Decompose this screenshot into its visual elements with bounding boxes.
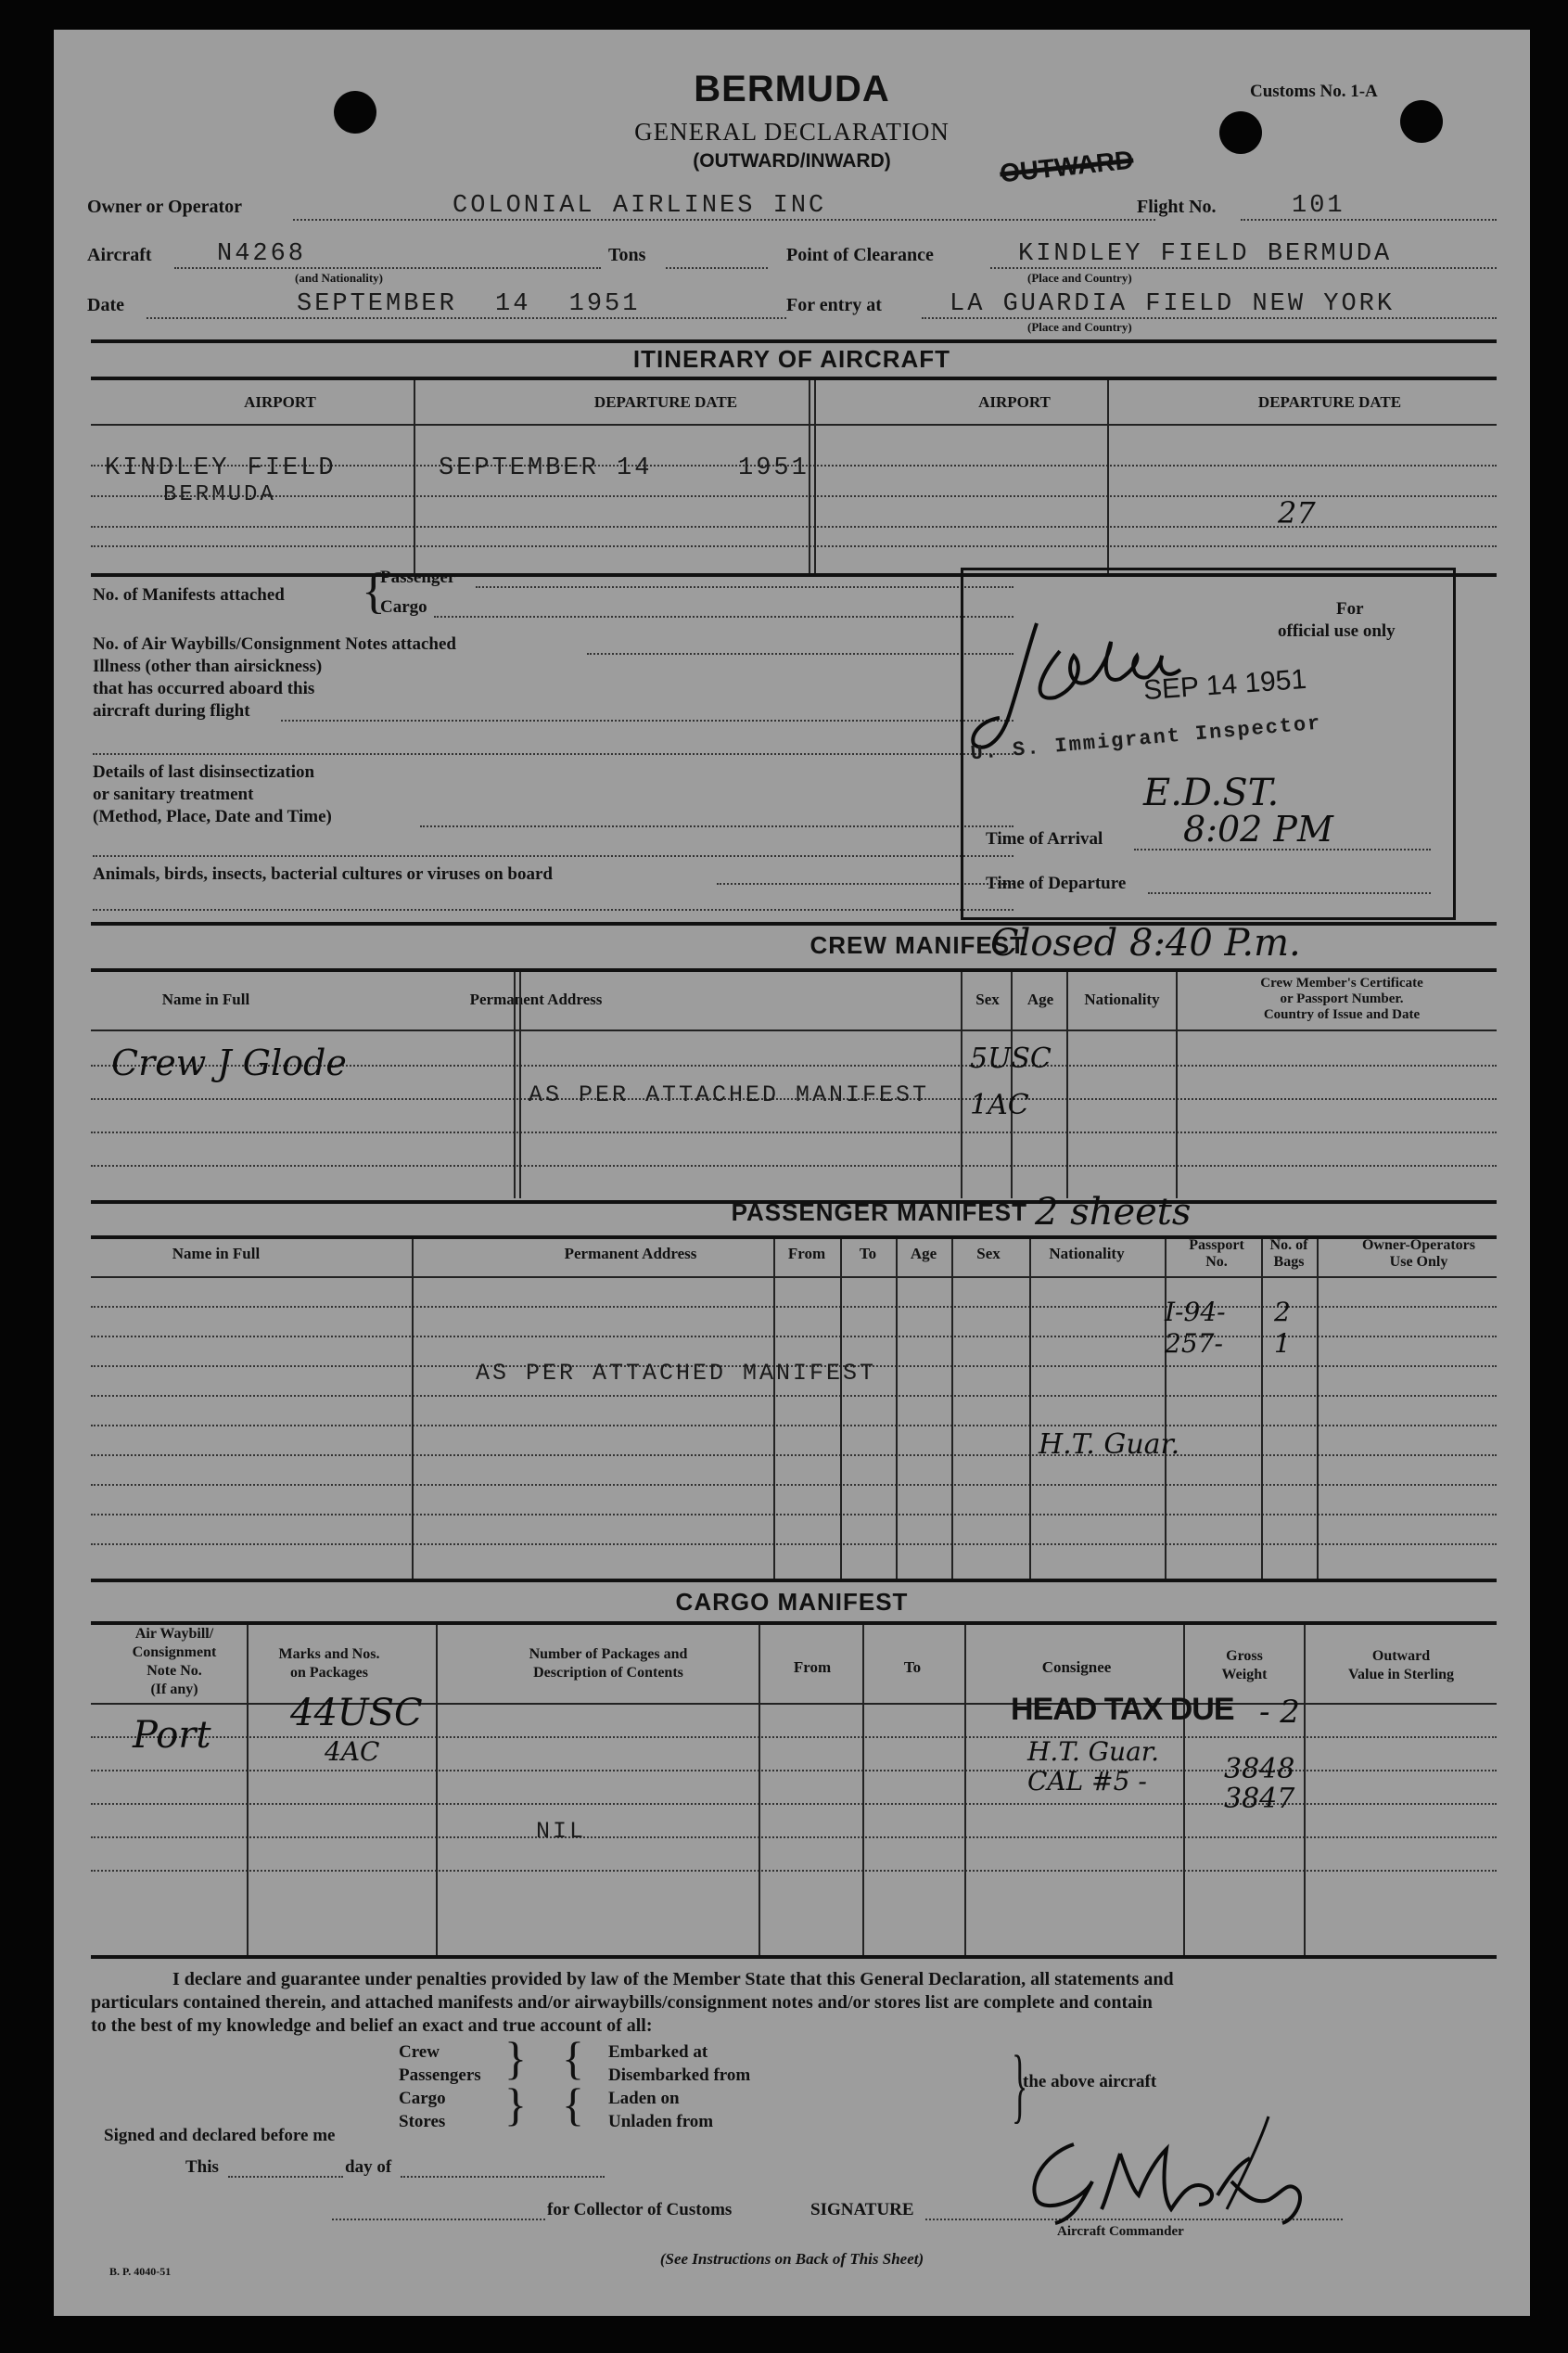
this-label: This [185, 2157, 219, 2177]
departure-time-label: Time of Departure [986, 874, 1127, 893]
rule [93, 909, 1013, 911]
rule [519, 972, 521, 1198]
cargo-col-waybill [91, 1625, 258, 1699]
customs-number: Customs No. 1-A [1250, 82, 1378, 101]
subject-cargo: Cargo [399, 2089, 446, 2108]
rule [91, 1165, 1497, 1167]
subject-crew: Crew [399, 2042, 440, 2062]
itinerary-airport-line1: KINDLEY FIELD [105, 454, 337, 482]
itinerary-col-airport-2: AIRPORT [978, 393, 1051, 411]
passenger-col-owner-line1: Owner-Operators [1361, 1237, 1476, 1253]
nationality-note: (and Nationality) [295, 271, 383, 285]
official-hand-code: E.D.ST. [1143, 772, 1280, 814]
crew-col-name: Name in Full [161, 991, 250, 1008]
rule [91, 1514, 1497, 1515]
crew-typed-address: AS PER ATTACHED MANIFEST [529, 1081, 930, 1108]
rule [814, 380, 816, 573]
waybills-label: No. of Air Waybills/Consignment Notes attached [93, 634, 456, 654]
owner-label: Owner or Operator [87, 197, 243, 217]
cargo-col-waybill-line4: (If any) [150, 1682, 198, 1697]
rule [862, 1625, 864, 1955]
form-subtitle: (OUTWARD/INWARD) [693, 150, 891, 172]
signature-label: SIGNATURE [810, 2200, 914, 2219]
itinerary-airport-line2: BERMUDA [163, 482, 276, 507]
cargo-head-tax-stamp: HEAD TAX DUE [1011, 1692, 1234, 1727]
cargo-col-packages-line1: Number of Packages and [529, 1646, 688, 1662]
cargo-col-waybill-line1: Air Waybill/ [134, 1626, 214, 1642]
rule [1066, 972, 1068, 1198]
disinsect-line1: Details of last disinsectization [93, 762, 315, 782]
declaration-actions [608, 2040, 750, 2133]
cargo-hand-consignee-3: CAL #5 - [1027, 1766, 1147, 1797]
rule [91, 1579, 1497, 1582]
day-of-label: day of [345, 2157, 392, 2177]
commander-label: Aircraft Commander [1057, 2224, 1184, 2239]
passenger-hand-bags-2: 1 [1274, 1328, 1291, 1359]
action-unladen: Unladen from [608, 2112, 714, 2131]
passenger-hand-passport-2: 257- [1165, 1328, 1223, 1359]
cargo-hand-weight-1: 3848 [1224, 1753, 1295, 1785]
cargo-col-weight-line2: Weight [1221, 1667, 1268, 1682]
rule [91, 545, 1497, 547]
brace: } [504, 2078, 527, 2130]
rule [91, 1454, 1497, 1456]
rule [91, 1276, 1497, 1278]
passenger-hand-note: 2 sheets [1035, 1191, 1192, 1234]
entry-value: LA GUARDIA FIELD NEW YORK [950, 290, 1396, 318]
passenger-hand-initials: H.T. Guar. [1039, 1428, 1180, 1461]
cargo-col-packages [488, 1645, 729, 1682]
subject-passengers: Passengers [399, 2065, 481, 2085]
crew-col-nationality: Nationality [1084, 991, 1160, 1008]
rule [247, 1625, 249, 1955]
brace: { [362, 563, 386, 619]
action-laden: Laden on [608, 2089, 680, 2108]
flight-value: 101 [1292, 192, 1345, 220]
rule [91, 1132, 1497, 1133]
rule [91, 1736, 1497, 1738]
passenger-col-passport-line2: No. [1205, 1254, 1228, 1270]
declaration-line-1: I declare and guarantee under penalties provided by law of the Member State that this General Declaration, all statements and [172, 1969, 1174, 1989]
passenger-col-to: To [859, 1245, 877, 1262]
crew-col-cert-line1: Crew Member's Certificate [1260, 976, 1423, 991]
rule [91, 1621, 1497, 1625]
rule [476, 586, 1013, 588]
arrival-value: 8:02 PM [1183, 809, 1333, 850]
cargo-col-from: From [793, 1658, 832, 1676]
tons-label: Tons [608, 245, 646, 265]
itinerary-departure-date: SEPTEMBER 14 [439, 454, 653, 482]
rule [1011, 972, 1013, 1198]
brace: } [504, 2032, 527, 2084]
declaration-subjects [399, 2040, 481, 2133]
signed-label: Signed and declared before me [104, 2126, 336, 2145]
rule [1107, 380, 1109, 573]
rule [401, 2176, 605, 2178]
rule [91, 1425, 1497, 1426]
instructions-note: (See Instructions on Back of This Sheet) [659, 2250, 924, 2268]
disinsect-line2: or sanitary treatment [93, 785, 254, 804]
above-aircraft-label: the above aircraft [1023, 2072, 1157, 2091]
illness-line1: Illness (other than airsickness) [93, 657, 323, 676]
itinerary-col-departure-2: DEPARTURE DATE [1257, 393, 1402, 411]
arrival-label: Time of Arrival [986, 829, 1103, 849]
passenger-col-nationality: Nationality [1049, 1245, 1125, 1262]
cargo-col-value-line2: Value in Sterling [1347, 1667, 1455, 1682]
brace: } [1011, 2040, 1028, 2131]
rule [961, 972, 962, 1198]
passenger-typed-address: AS PER ATTACHED MANIFEST [476, 1360, 877, 1387]
crew-col-cert-line3: Country of Issue and Date [1263, 1007, 1421, 1022]
crew-col-cert-line2: or Passport Number. [1280, 991, 1404, 1006]
flight-line [1241, 219, 1497, 221]
passenger-col-from: From [787, 1245, 826, 1262]
cargo-col-weight [1185, 1647, 1304, 1684]
tons-line [666, 267, 768, 269]
itinerary-col-airport: AIRPORT [244, 393, 316, 411]
rule [91, 1029, 1497, 1031]
illness-line2: that has occurred aboard this [93, 679, 315, 698]
rule [93, 753, 1013, 755]
rule [91, 1484, 1497, 1486]
passenger-col-owner-line2: Use Only [1389, 1254, 1448, 1270]
cargo-hand-waybill: Port [133, 1714, 211, 1757]
cargo-title: CARGO MANIFEST [675, 1588, 909, 1616]
owner-value: COLONIAL AIRLINES INC [453, 192, 827, 220]
declaration-text [91, 1968, 1519, 2038]
rule [91, 1543, 1497, 1545]
form-country: BERMUDA [694, 69, 890, 109]
itinerary-col-departure: DEPARTURE DATE [593, 393, 738, 411]
animals-label: Animals, birds, insects, bacterial cultures or viruses on board [93, 864, 553, 884]
cargo-col-marks-line1: Marks and Nos. [278, 1646, 380, 1662]
clearance-value: KINDLEY FIELD BERMUDA [1018, 240, 1393, 268]
declaration-line-3: to the best of my knowledge and belief an exact and true account of all: [91, 2015, 653, 2036]
official-for-label: For [1336, 599, 1364, 619]
crew-title: CREW MANIFEST [809, 931, 1026, 959]
cargo-col-waybill-line3: Note No. [147, 1663, 202, 1679]
aircraft-value: N4268 [217, 240, 307, 268]
place-country-note-2: (Place and Country) [1027, 320, 1132, 334]
passenger-label: Passenger [380, 568, 456, 587]
rule [1261, 1239, 1263, 1579]
rule [91, 1836, 1497, 1838]
crew-hand-sex-1: 5USC [970, 1042, 1052, 1075]
disinsect-line3: (Method, Place, Date and Time) [93, 807, 332, 826]
cargo-hand-marks-1: 44USC [290, 1692, 423, 1734]
rule [1176, 972, 1178, 1198]
official-use-label: official use only [1278, 621, 1396, 641]
action-disembarked: Disembarked from [608, 2065, 751, 2085]
stamp-title: U. S. Immigrant Inspector [969, 711, 1323, 766]
cargo-col-waybill-line2: Consignment [132, 1644, 217, 1660]
rule [420, 825, 1013, 827]
cargo-col-marks-line2: on Packages [290, 1665, 368, 1681]
cargo-col-weight-line1: Gross [1226, 1648, 1263, 1664]
subject-stores: Stores [399, 2112, 446, 2131]
aircraft-label: Aircraft [87, 245, 152, 265]
crew-col-address: Permanent Address [469, 991, 603, 1008]
crew-hand-name: Crew J Glode [111, 1042, 347, 1083]
rule [91, 968, 1497, 972]
form-title: GENERAL DECLARATION [634, 118, 950, 146]
place-country-note: (Place and Country) [1027, 271, 1132, 285]
date-label: Date [87, 295, 124, 315]
rule [332, 2219, 545, 2220]
passenger-hand-passport-1: I-94- [1165, 1297, 1226, 1327]
crew-col-age: Age [1026, 991, 1054, 1008]
passenger-col-bags [1261, 1237, 1317, 1271]
passenger-col-name: Name in Full [172, 1245, 261, 1262]
flight-label: Flight No. [1137, 197, 1217, 217]
passenger-col-owner [1317, 1237, 1521, 1271]
rule [281, 720, 1013, 722]
rule [1183, 1625, 1185, 1955]
passenger-title: PASSENGER MANIFEST [731, 1198, 1027, 1226]
brace: { [562, 2032, 584, 2084]
cargo-col-marks [247, 1645, 412, 1682]
rule [951, 1239, 953, 1579]
cargo-col-packages-line2: Description of Contents [533, 1665, 683, 1681]
crew-col-certificate [1178, 976, 1506, 1023]
declaration-line-2: particulars contained therein, and attached manifests and/or airwaybills/consignment notes and/or stores list are complete and contain [91, 1992, 1153, 2013]
rule [91, 377, 1497, 380]
cargo-hand-weight-2: 3847 [1224, 1783, 1295, 1815]
passenger-col-sex: Sex [976, 1245, 1001, 1262]
cargo-col-to: To [903, 1658, 922, 1676]
passenger-col-age: Age [910, 1245, 937, 1262]
rule [896, 1239, 898, 1579]
rule [93, 855, 1013, 857]
crew-col-sex: Sex [975, 991, 1000, 1008]
crew-hand-note: Closed 8:40 P.m. [990, 922, 1301, 965]
action-embarked: Embarked at [608, 2042, 708, 2062]
rule [964, 1625, 966, 1955]
passenger-col-passport [1168, 1237, 1265, 1271]
collector-label: for Collector of Customs [547, 2200, 733, 2219]
form-number: B. P. 4040-51 [109, 2265, 172, 2278]
crew-hand-sex-2: 1AC [970, 1089, 1029, 1121]
rule [91, 1955, 1497, 1959]
rule [1148, 892, 1431, 894]
rule [91, 1870, 1497, 1872]
passenger-col-passport-line1: Passport [1189, 1237, 1244, 1253]
rule [434, 616, 1013, 618]
illness-line3: aircraft during flight [93, 701, 250, 721]
passenger-col-address: Permanent Address [564, 1245, 697, 1262]
rule [91, 424, 1497, 426]
cargo-label: Cargo [380, 597, 427, 617]
stamp-date: SEP 14 1951 [1142, 663, 1308, 707]
passenger-col-bags-line1: No. of [1269, 1237, 1308, 1253]
cargo-hand-consignee-2: H.T. Guar. [1027, 1736, 1159, 1767]
declaration-form [54, 30, 1530, 2316]
passenger-hand-bags-1: 2 [1274, 1297, 1291, 1327]
rule [587, 653, 1013, 655]
commander-signature [1018, 2107, 1324, 2237]
rule [436, 1625, 438, 1955]
brace: { [562, 2078, 584, 2130]
date-value: SEPTEMBER 14 1951 [297, 290, 641, 318]
rule [840, 1239, 842, 1579]
passenger-col-bags-line2: Bags [1273, 1254, 1305, 1270]
rule [91, 1395, 1497, 1397]
itinerary-title: ITINERARY OF AIRCRAFT [632, 345, 951, 373]
cargo-typed-nil: NIL [536, 1818, 587, 1845]
rule [759, 1625, 760, 1955]
rule [514, 972, 516, 1198]
rule [1165, 1239, 1166, 1579]
rule [414, 380, 415, 573]
cargo-col-consignee: Consignee [1041, 1658, 1112, 1676]
rule [1304, 1625, 1306, 1955]
cargo-hand-marks-2: 4AC [325, 1736, 380, 1767]
clearance-label: Point of Clearance [786, 245, 934, 265]
rule [412, 1239, 414, 1579]
rule [1029, 1239, 1031, 1579]
manifests-label: No. of Manifests attached [93, 585, 285, 605]
rule [91, 339, 1497, 343]
itinerary-departure-year: 1951 [738, 454, 809, 482]
rule [773, 1239, 775, 1579]
rule [1317, 1239, 1319, 1579]
cancelled-stamp: OUTWARD [998, 145, 1135, 188]
cargo-head-tax-count: - 2 [1259, 1694, 1300, 1731]
rule [228, 2176, 343, 2178]
entry-label: For entry at [786, 295, 882, 315]
cargo-col-value [1306, 1647, 1497, 1684]
itinerary-hand-mark: 27 [1278, 495, 1316, 531]
cargo-col-value-line1: Outward [1371, 1648, 1431, 1664]
